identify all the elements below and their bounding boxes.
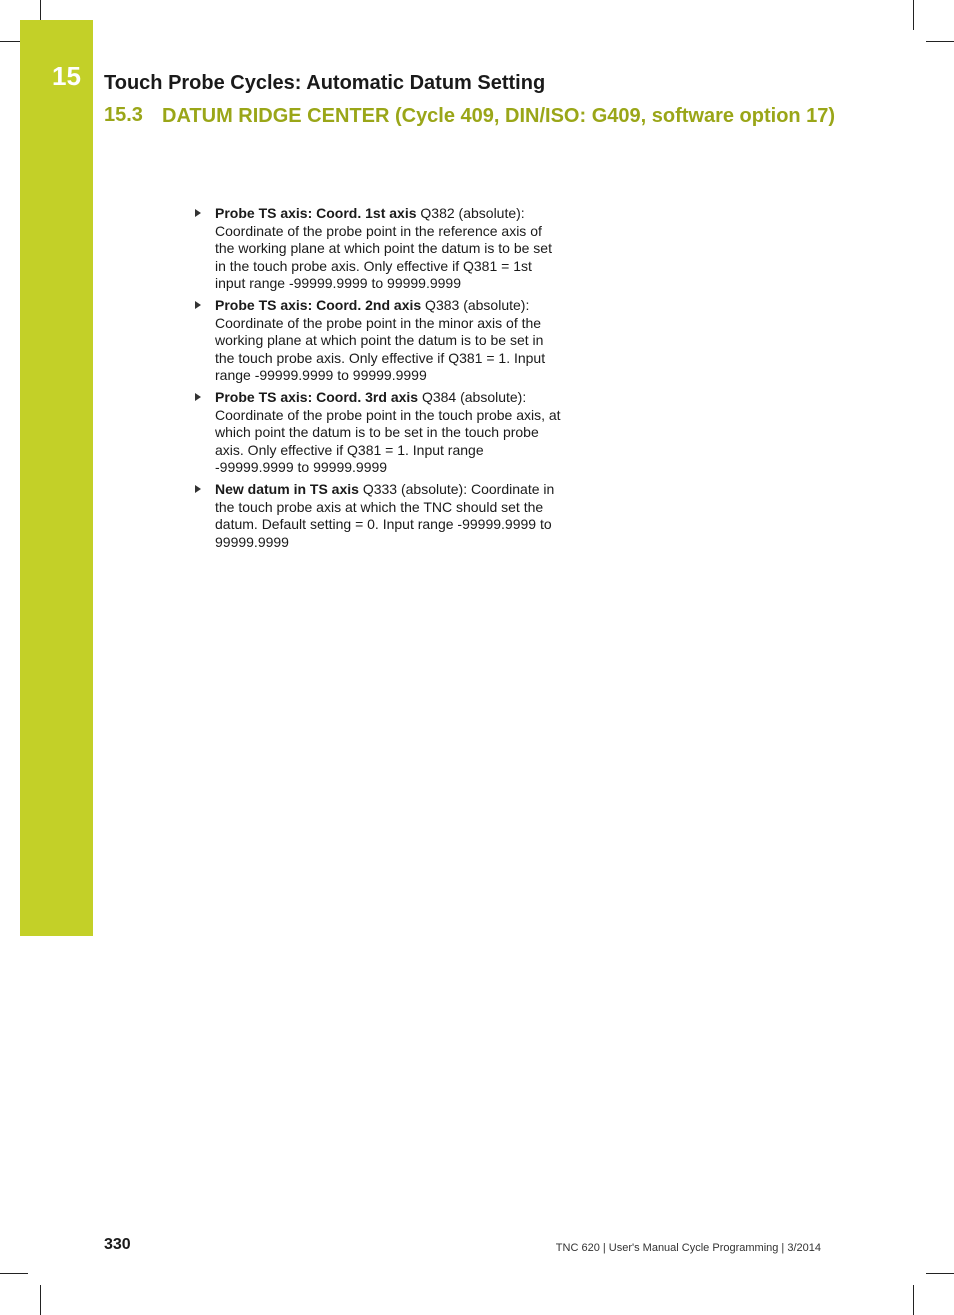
bullet-arrow-icon xyxy=(195,209,201,217)
crop-mark-bottom-right-horizontal xyxy=(926,1273,954,1274)
item-label: New datum in TS axis xyxy=(215,480,359,497)
item-text: Q382 (absolute): Coordinate of the probe point in the reference axis of the working plane at which point the datum is to be set in the touch probe axis. Only effective if Q381 = 1st input range -99999.9999 to 99999.9999 xyxy=(215,205,552,292)
footer-text: TNC 620 | User's Manual Cycle Programming | 3/2014 xyxy=(555,1242,821,1254)
bullet-arrow-icon xyxy=(195,301,201,309)
crop-mark-top-left-horizontal xyxy=(0,41,20,42)
chapter-number: 15 xyxy=(52,61,81,91)
bullet-arrow-icon xyxy=(195,393,201,401)
item-label: Probe TS axis: Coord. 1st axis xyxy=(215,205,417,221)
item-label: Probe TS axis: Coord. 3rd axis xyxy=(215,388,419,405)
crop-mark-top-right-horizontal xyxy=(926,41,954,42)
item-text: Q383 (absolute): Coordinate of the probe point in the minor axis of the working plane at which point the datum is to be set in the touch probe axis. Only effective if Q381 = 1. Input range -99999.9999 to 99999.9999 xyxy=(215,296,546,384)
list-item xyxy=(193,481,563,551)
crop-mark-bottom-left-horizontal xyxy=(0,1273,28,1274)
section-number: 15.3 xyxy=(104,104,143,126)
list-item xyxy=(193,205,563,293)
list-item xyxy=(193,389,563,477)
section-title: DATUM RIDGE CENTER (Cycle 409, DIN/ISO: G409, software option 17) xyxy=(162,105,836,127)
item-label: Probe TS axis: Coord. 2nd axis xyxy=(215,296,422,313)
crop-mark-bottom-left-vertical xyxy=(40,1285,41,1315)
bullet-arrow-icon xyxy=(195,485,201,493)
parameter-list xyxy=(193,205,563,555)
list-item xyxy=(193,297,563,385)
chapter-title: Touch Probe Cycles: Automatic Datum Setting xyxy=(104,72,546,94)
chapter-tab-band xyxy=(20,20,93,936)
item-text: Q333 (absolute): Coordinate in the touch probe axis at which the TNC should set the datum. Default setting = 0. Input range -99999.9999 to 99999.9999 xyxy=(215,480,555,550)
item-text: Q384 (absolute): Coordinate of the probe point in the touch probe axis, at which point the datum is to be set in the touch probe axis. Only effective if Q381 = 1. Input range -99999.9999 to 99999.9999 xyxy=(215,388,561,476)
crop-mark-top-right-vertical xyxy=(913,0,914,30)
page-number: 330 xyxy=(104,1236,131,1253)
crop-mark-bottom-right-vertical xyxy=(913,1285,914,1315)
crop-mark-top-left-vertical xyxy=(40,0,41,20)
